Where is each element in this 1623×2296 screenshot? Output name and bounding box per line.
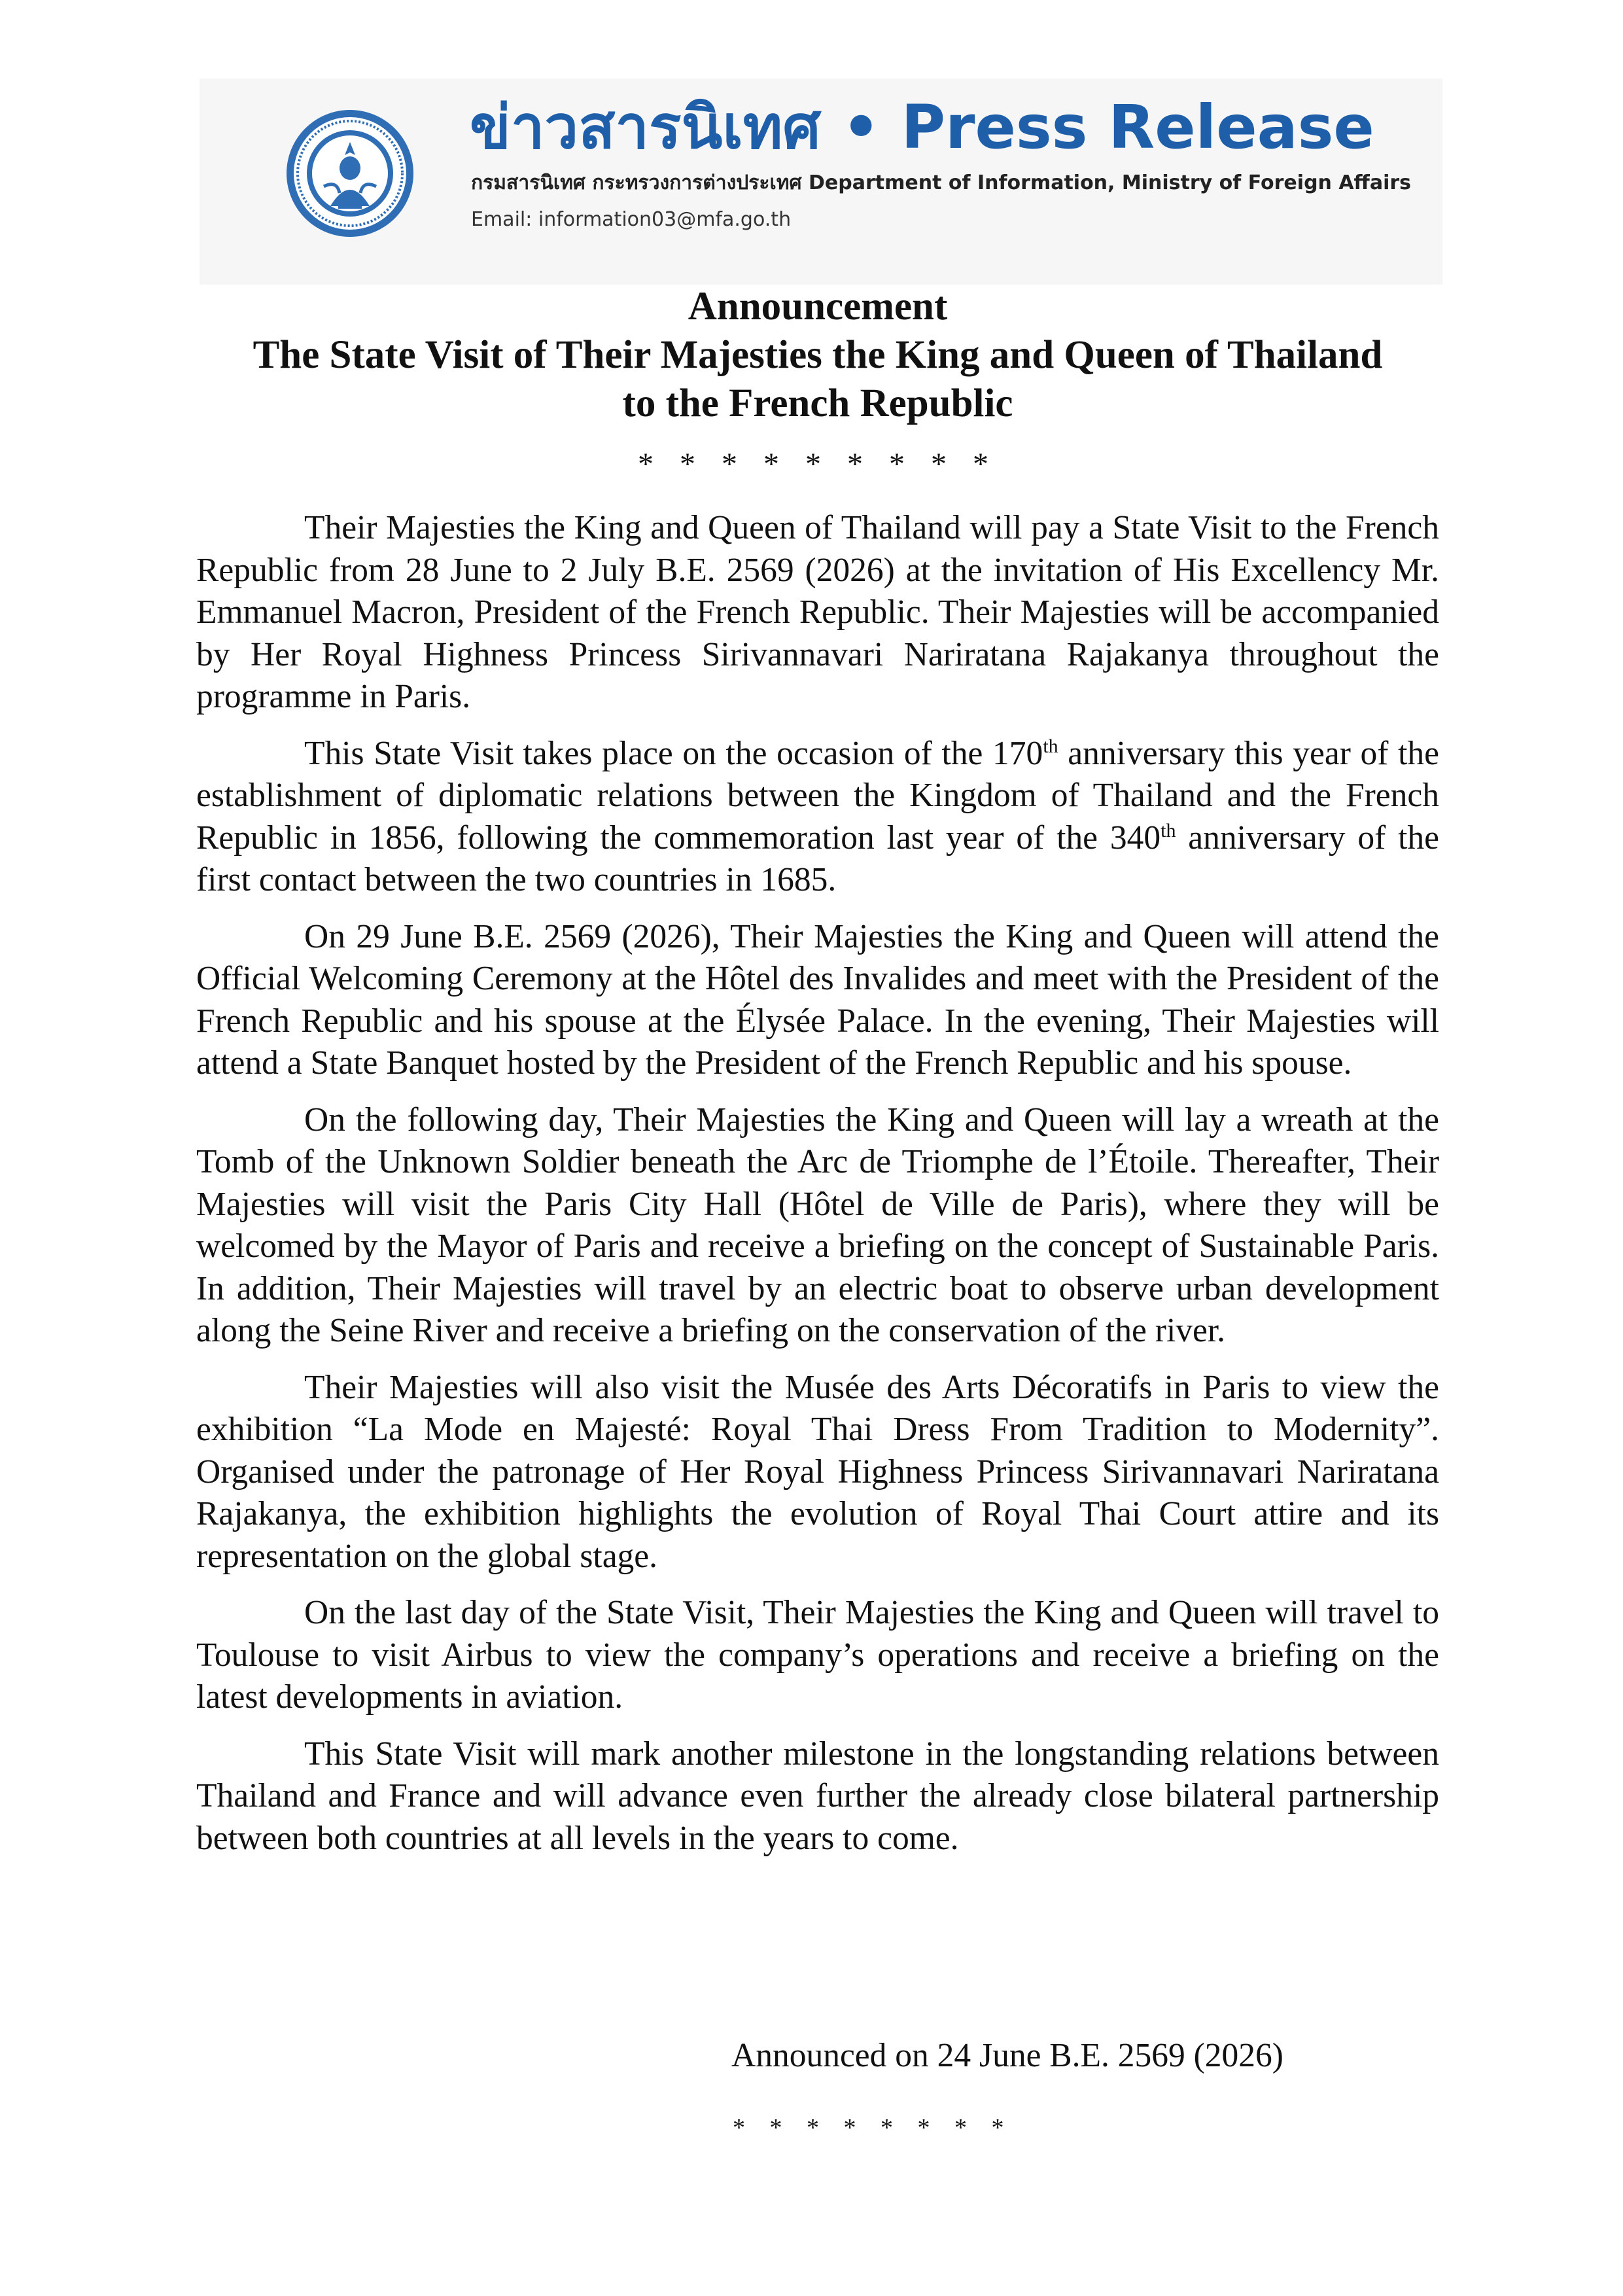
- title-line-2: The State Visit of Their Majesties the King and Queen of Thailand: [253, 333, 1383, 377]
- title-line-1: Announcement: [688, 285, 948, 328]
- paragraph-7: This State Visit will mark another milestone in the longstanding relations between Thailand and France and will advance even further the already close bilateral partnership between both countries at all levels in the years to come.: [196, 1735, 1439, 1857]
- title-line-3: to the French Republic: [622, 381, 1013, 425]
- paragraph-4: On the following day, Their Majesties the King and Queen will lay a wreath at the Tomb of the Unknown Soldier beneath the Arc de Triomphe de l’Étoile. Thereafter, Their Majesties will visit the Paris City Hall (Hôtel de Ville de Paris), where they will be welcomed by the Mayor of Paris and receive a briefing on the concept of Sustainable Paris. In addition, Their Majesties will travel by an electric boat to observe urban development along the Seine River and receive a briefing on the conservation of the river.: [196, 1101, 1439, 1349]
- contact-email: Email: information03@mfa.go.th: [471, 208, 792, 231]
- press-release-title: ข่าวสารนิเทศ • Press Release: [470, 92, 1374, 162]
- paragraph-1: Their Majesties the King and Queen of Thailand will pay a State Visit to the French Republic from 28 June to 2 July B.E. 2569 (2026) at the invitation of His Excellency Mr. Emmanuel Macron, President of the French Republic. Their Majesties will be accompanied by Her Royal Highness Princess Sirivannavari Nariratana Rajakanya throughout the programme in Paris.: [196, 509, 1439, 715]
- ordinal-suffix-2: th: [1161, 819, 1176, 841]
- press-release-header: [200, 79, 1442, 285]
- department-name: กรมสารนิเทศ กระทรวงการต่างประเทศ Department of Information, Ministry of Foreign Affairs: [471, 171, 1412, 194]
- paragraph-3: On 29 June B.E. 2569 (2026), Their Majesties the King and Queen will attend the Official Welcoming Ceremony at the Hôtel des Invalides and meet with the President of the French Republic and his spouse at the Élysée Palace. In the evening, Their Majesties will attend a State Banquet hosted by the President of the French Republic and his spouse.: [196, 917, 1439, 1082]
- announcement-date: Announced on 24 June B.E. 2569 (2026): [731, 2037, 1283, 2074]
- separator-stars-top: * * * * * * * * *: [638, 447, 998, 482]
- paragraph-5: Their Majesties will also visit the Musée des Arts Décoratifs in Paris to view the exhibition “La Mode en Majesté: Royal Thai Dress From Tradition to Modernity”. Organised under the patronage of Her Royal Highness Princess Sirivannavari Nariratana Rajakanya, the exhibition highlights the evolution of Royal Thai Court attire and its representation on the global stage.: [196, 1368, 1439, 1575]
- paragraph-6: On the last day of the State Visit, Their Majesties the King and Queen will travel to Toulouse to visit Airbus to view the company’s operations and receive a briefing on the latest developments in aviation.: [196, 1594, 1439, 1716]
- ordinal-suffix-1: th: [1043, 735, 1058, 757]
- paragraph-2: [196, 733, 1439, 902]
- separator-stars-bottom: * * * * * * * *: [733, 2114, 1013, 2142]
- ministry-seal-icon: [285, 108, 415, 239]
- paragraph-2-part-2: anniversary this year of the establishment of diplomatic relations between the Kingdom of Thailand and the French Republic in 1856, following the commemoration last year of the 340: [196, 734, 1439, 857]
- paragraph-2-part-3: anniversary of the first contact between the two countries in 1685.: [196, 819, 1439, 898]
- announcement-title: [183, 283, 1452, 428]
- announcement-body: [196, 507, 1439, 1874]
- paragraph-2-part-1: This State Visit takes place on the occasion of the 170: [304, 734, 1043, 772]
